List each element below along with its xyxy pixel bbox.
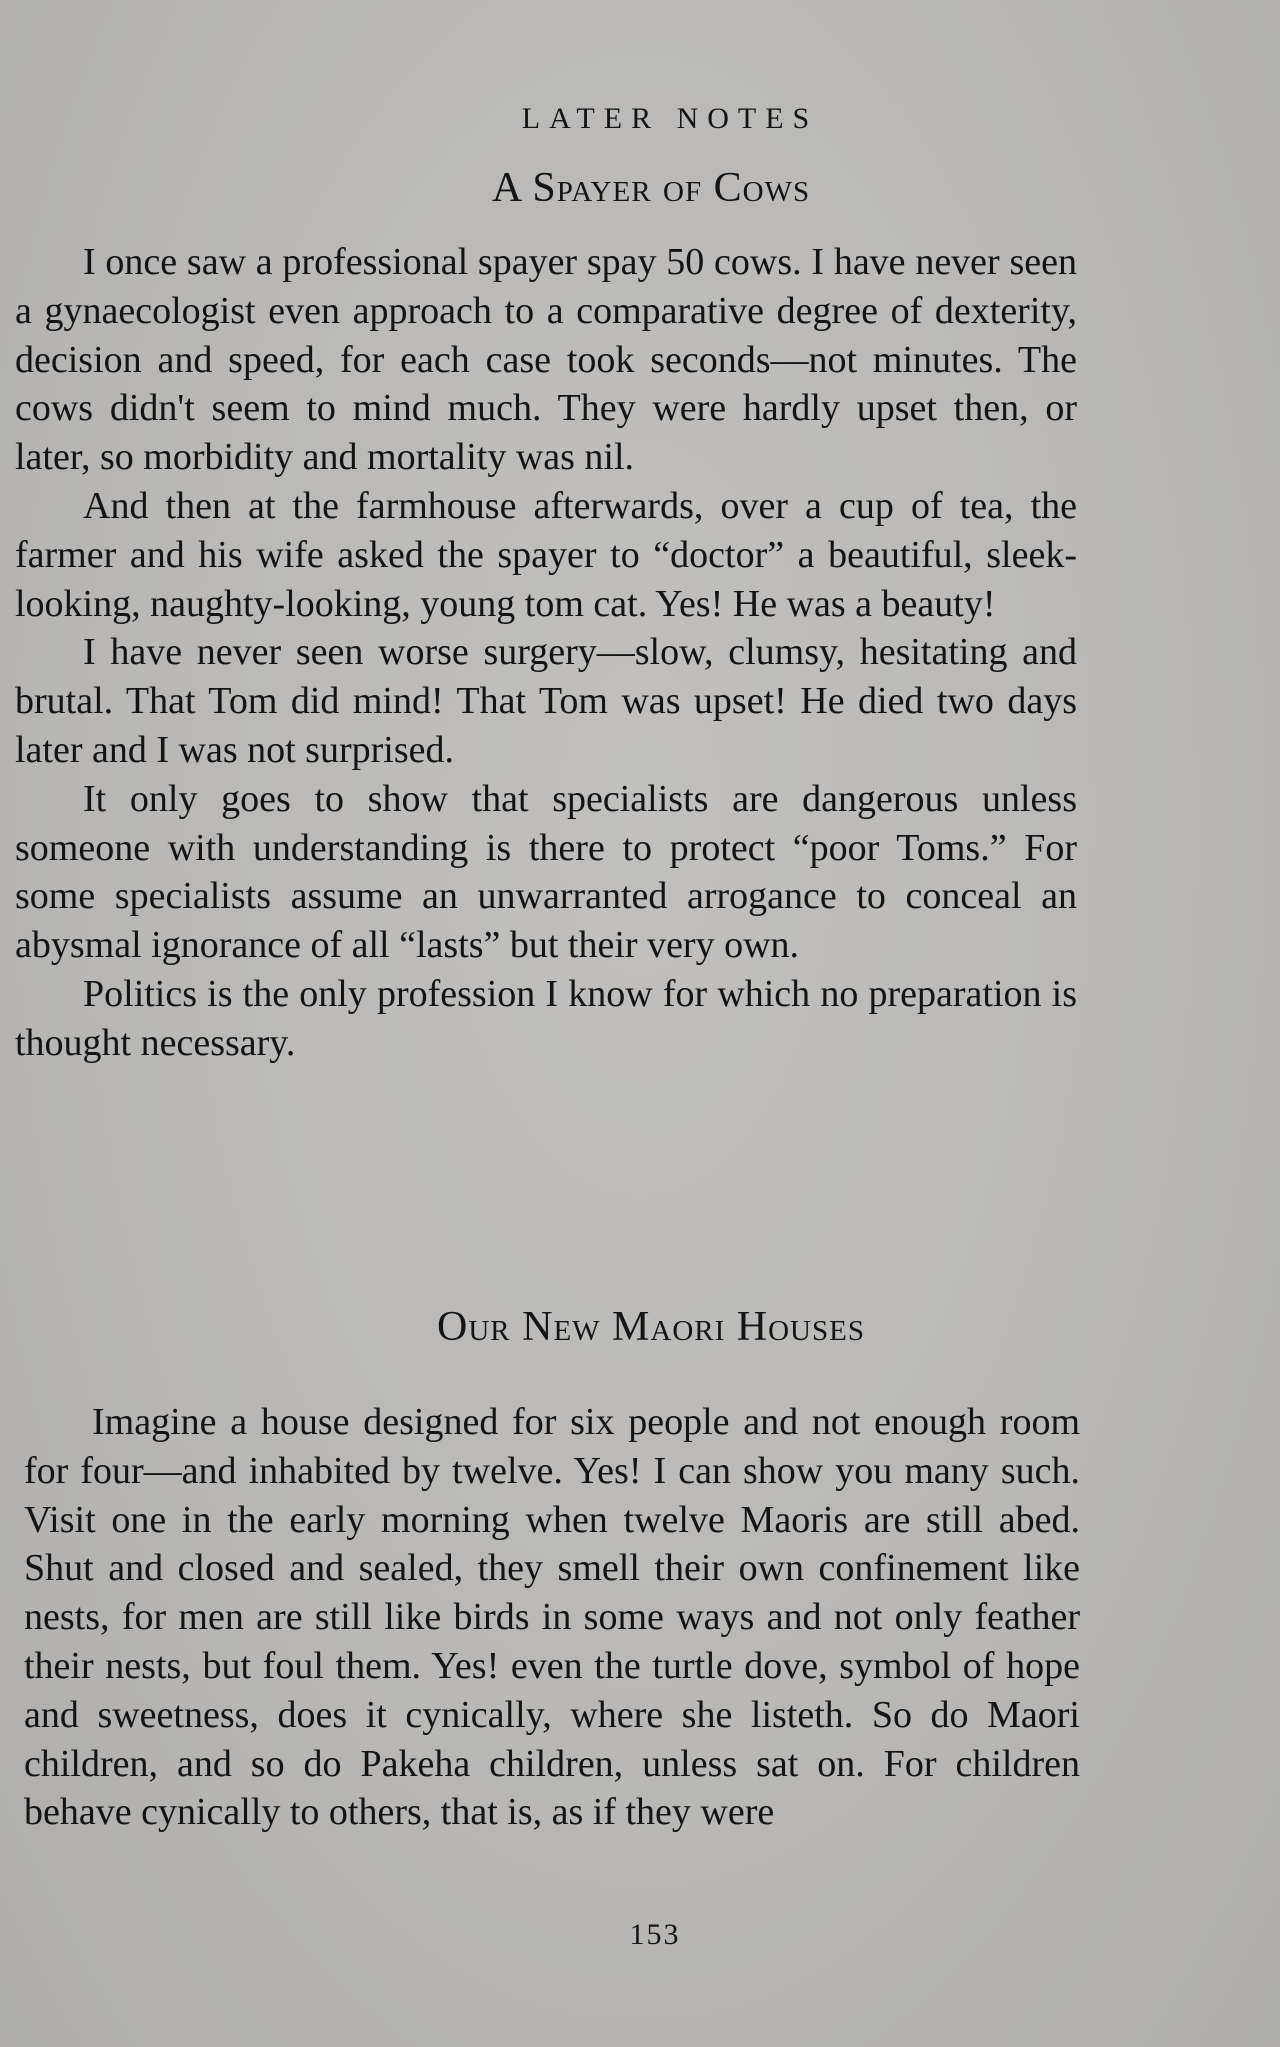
section-body-spayer <box>15 238 1077 1068</box>
paragraph: Politics is the only profession I know for which no preparation is thought necessary. <box>15 972 1077 1064</box>
paragraph: And then at the farmhouse afterwards, over a cup of tea, the farmer and his wife asked the spayer to “doctor” a beautiful, sleek-looking, naughty-looking, young tom cat. Yes! He was a beauty! <box>15 484 1077 625</box>
section-body-maori-houses <box>24 1398 1080 1837</box>
section-title-spayer: A Spayer of Cows <box>491 165 811 211</box>
section-title-maori-houses: Our New Maori Houses <box>437 1304 865 1350</box>
running-head: LATER NOTES <box>521 102 819 135</box>
paragraph: It only goes to show that specialists are dangerous unless someone with understanding is there to protect “poor Toms.” For some specialists assume an unwarranted arrogance to conceal an abysmal ignorance of all “lasts” but their very own. <box>15 777 1077 967</box>
paragraph: I have never seen worse surgery—slow, clumsy, hesitating and brutal. That Tom did mind! That Tom was upset! He died two days later and I was not surprised. <box>15 631 1077 771</box>
paragraph: Imagine a house designed for six people and not enough room for four—and inhabited by twelve. Yes! I can show you many such. Visit one in the early morning when twelve Maoris are still abed. Shut and closed and sealed, they smell their own confinement like nests, for men are still like birds in some ways and not only feather their nests, but foul them. Yes! even the turtle dove, symbol of hope and sweetness, does it cynically, where she listeth. So do Maori children, and so do Pakeha children, unless sat on. For children behave cynically to others, that is, as if they were <box>24 1401 1080 1834</box>
paragraph: I once saw a professional spayer spay 50 cows. I have never seen a gynaecologist even approach to a comparative degree of dexterity, decision and speed, for each case took seconds—not minutes. The cows didn't seem to mind much. They were hardly upset then, or later, so morbidity and mortality was nil. <box>15 241 1077 479</box>
page-number: 153 <box>629 1918 681 1951</box>
